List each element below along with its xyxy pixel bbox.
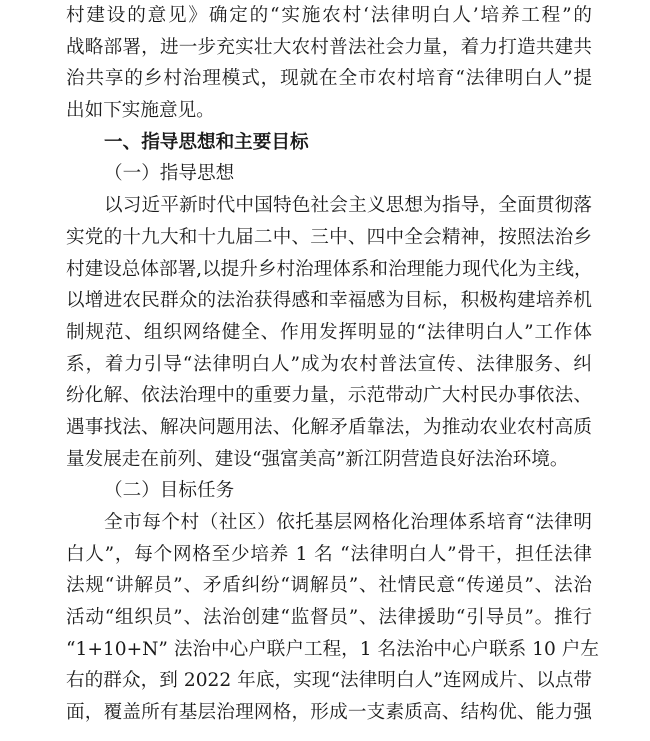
guiding-ideology-paragraph [66, 190, 592, 475]
intro-paragraph [66, 0, 592, 127]
text-line: 法规“讲解员”、矛盾纠纷“调解员”、社情民意“传递员”、法治 [66, 575, 592, 597]
text-line: 村建设总体部署,以提升乡村治理体系和治理能力现代化为主线， [66, 258, 593, 280]
text-line: 面，覆盖所有基层治理网格，形成一支素质高、结构优、能力强 [66, 702, 592, 724]
subsection-heading: （一）指导思想 [104, 163, 235, 185]
text-line: 纷化解、依法治理中的重要力量，示范带动广大村民办事依法、 [66, 385, 592, 407]
text-line: 治共享的乡村治理模式，现就在全市农村培育“法律明白人”提 [66, 68, 592, 90]
text-line: 制规范、组织网络健全、作用发挥明显的“法律明白人”工作体 [66, 321, 592, 343]
text-line: 出如下实施意见。 [66, 100, 215, 122]
text-line: 以增进农民群众的法治获得感和幸福感为目标，积极构建培养机 [66, 290, 592, 312]
section-heading: 一、指导思想和主要目标 [104, 131, 309, 153]
text-line: 实党的十九大和十九届二中、三中、四中全会精神，按照法治乡 [66, 226, 592, 248]
text-line: 量发展走在前列、建设“强富美高”新江阴营造良好法治环境。 [66, 448, 569, 470]
text-line: 系，着力引导“法律明白人”成为农村普法宣传、法律服务、纠 [66, 353, 592, 375]
text-line: 活动“组织员”、法治创建“监督员”、法律援助“引导员”。推行 [66, 607, 592, 629]
goals-tasks-paragraph [66, 507, 599, 729]
text-line: 遇事找法、解决问题用法、化解矛盾靠法，为推动农业农村高质 [66, 416, 592, 438]
subsection-heading: （二）目标任务 [104, 480, 235, 502]
text-line: 以习近平新时代中国特色社会主义思想为指导，全面贯彻落 [104, 195, 592, 217]
text-line: 右的群众，到 2022 年底，实现“法律明白人”连网成片、以点带 [66, 670, 592, 692]
text-line: 村建设的意见》确定的“实施农村‘法律明白人’培养工程”的 [66, 5, 592, 26]
text-line: 全市每个村（社区）依托基层网格化治理体系培育“法律明 [104, 512, 592, 533]
text-line: 战略部署，进一步充实壮大农村普法社会力量，着力打造共建共 [66, 36, 592, 58]
text-line: 白人”，每个网格至少培养 1 名 “法律明白人”骨干，担任法律 [66, 543, 592, 565]
text-line: “1+10+N” 法治中心户联户工程，1 名法治中心户联系 10 户左 [66, 638, 599, 660]
